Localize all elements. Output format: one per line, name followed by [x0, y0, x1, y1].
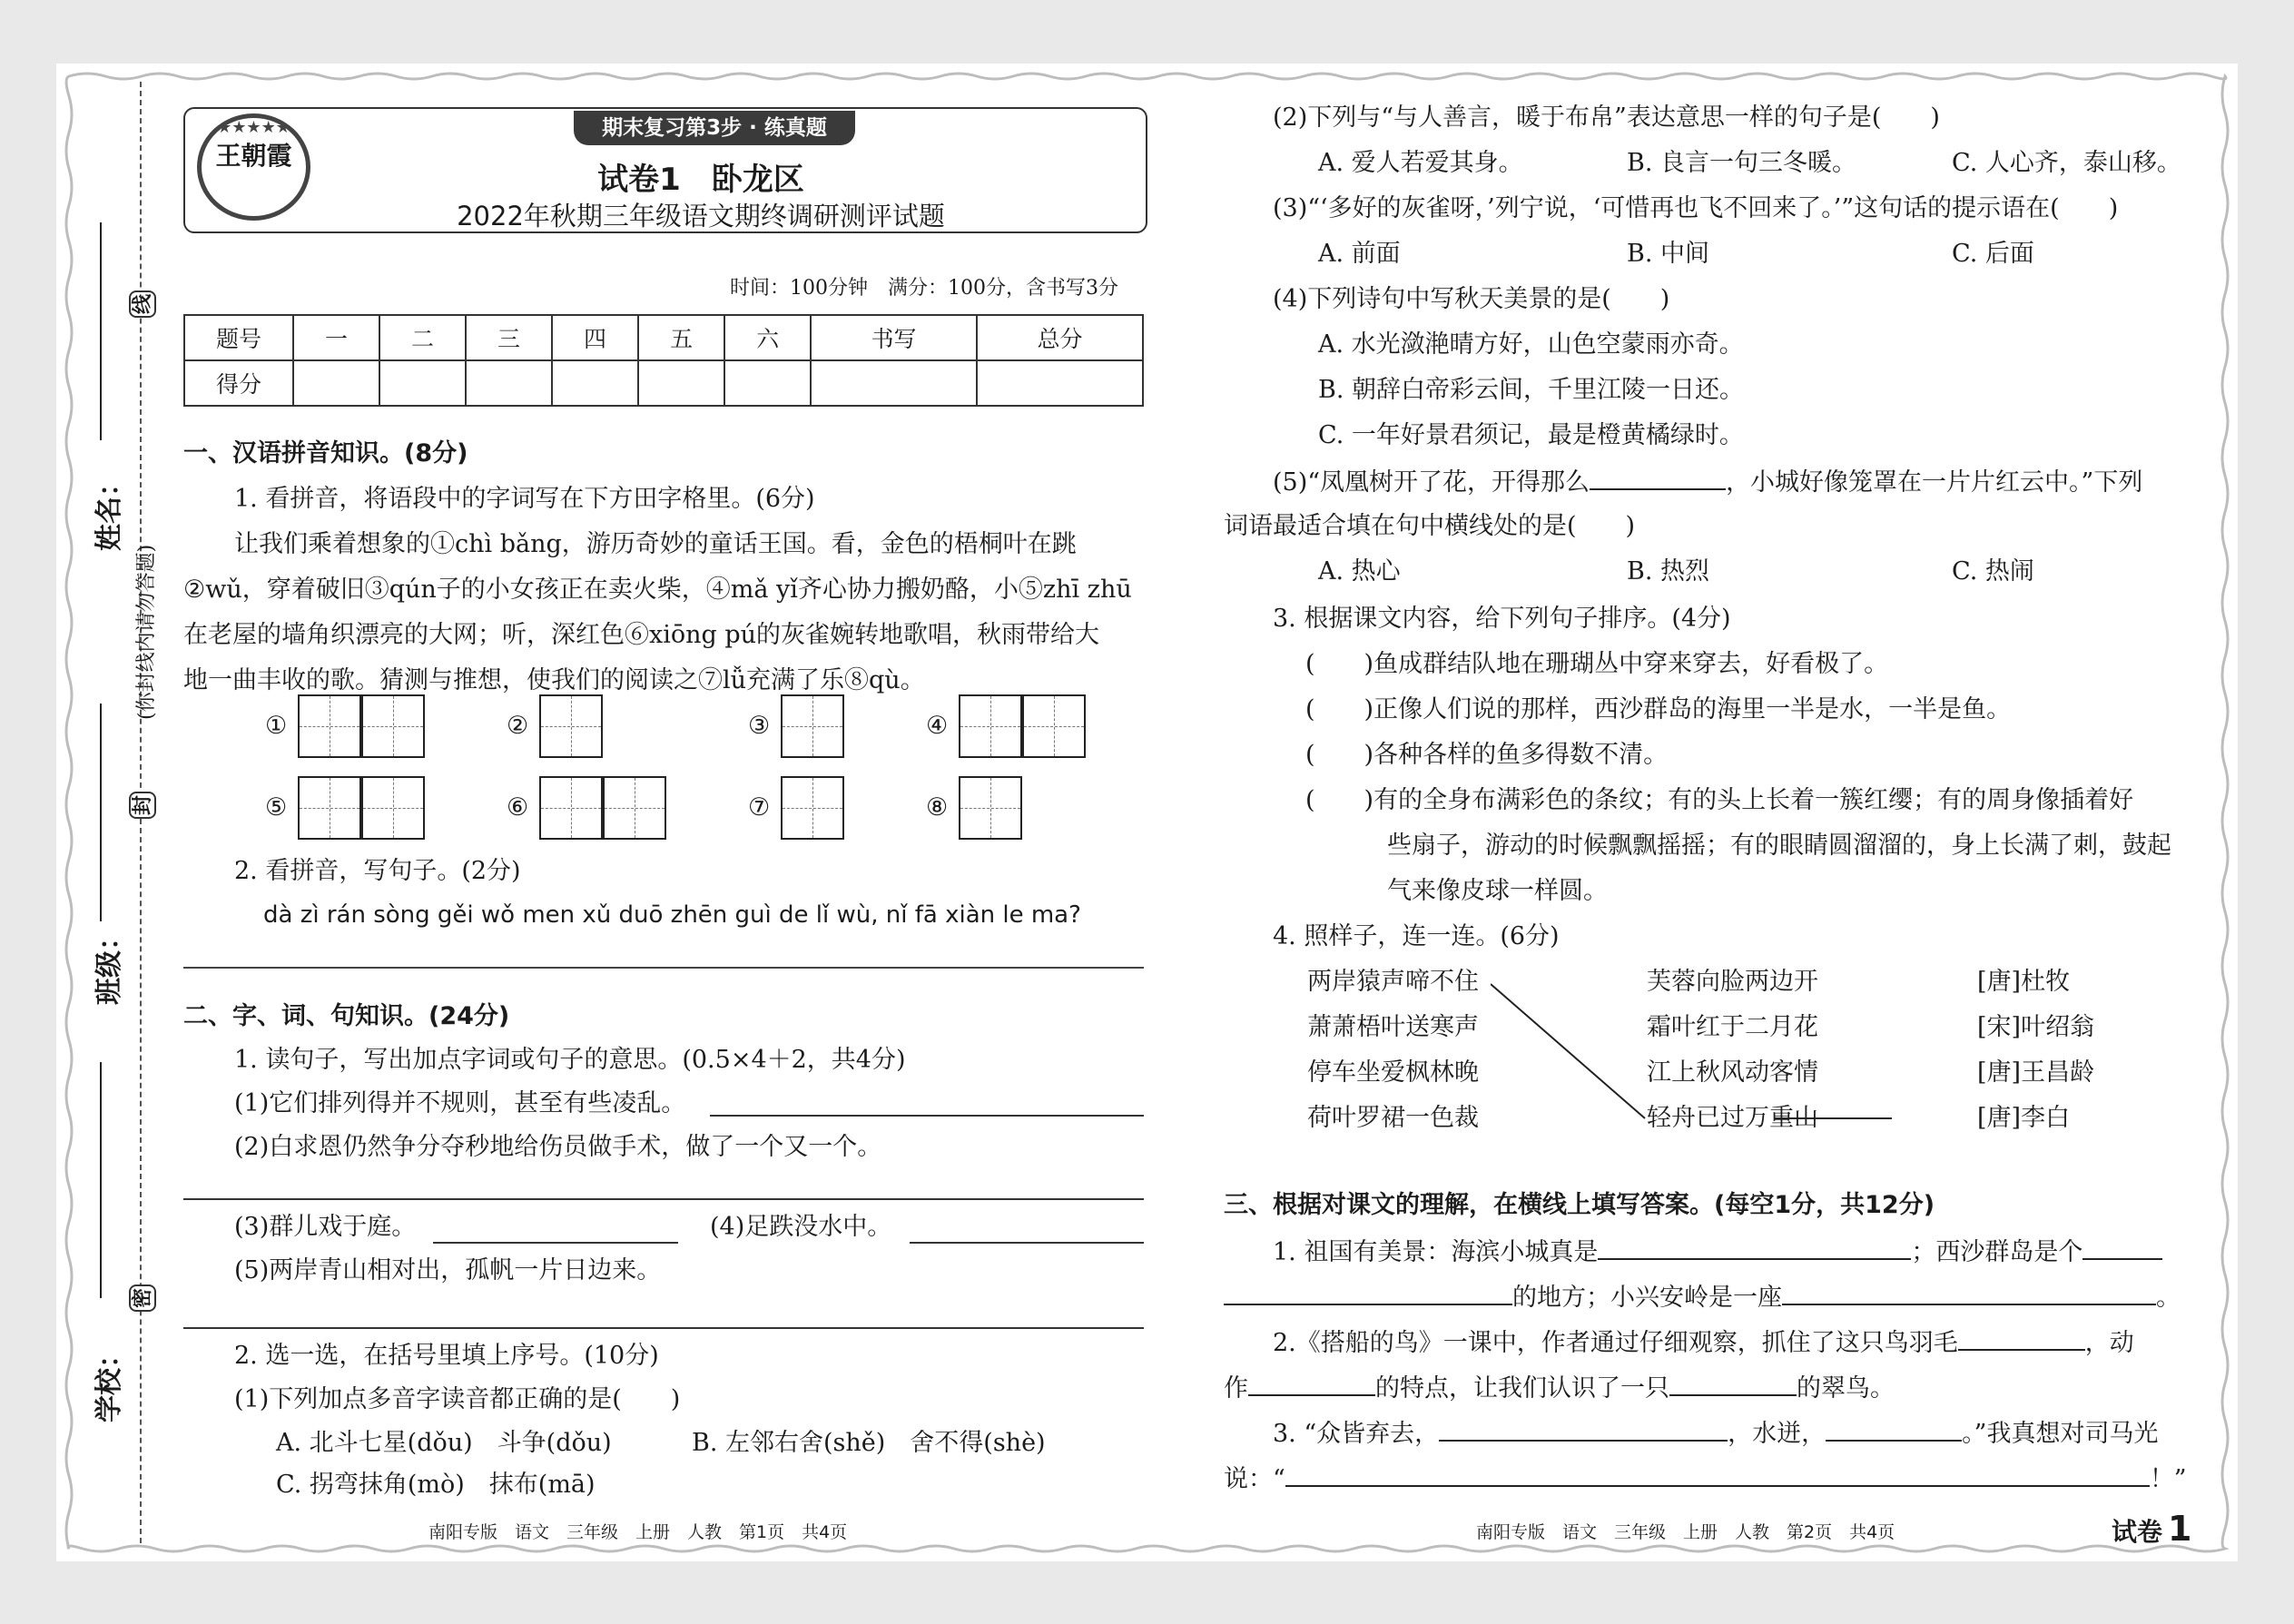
logo-text: 王朝霞 — [215, 141, 292, 171]
fill-line — [1273, 1324, 2134, 1362]
fill-text: 的翠鸟。 — [1797, 1374, 1895, 1403]
choice-option[interactable]: A. 水光潋滟晴方好，山色空蒙雨亦奇。 — [1318, 330, 1744, 359]
logo-emblem — [197, 113, 310, 221]
fill-line — [1273, 1414, 2158, 1452]
tianzi-grid-cell[interactable] — [539, 776, 603, 840]
match-middle[interactable]: 轻舟已过万重山 — [1647, 1104, 1818, 1132]
grid-label: ⑤ — [265, 793, 288, 822]
score-input[interactable] — [552, 360, 638, 406]
school-label: 学校： — [94, 1341, 125, 1422]
answer-line[interactable] — [910, 1242, 1144, 1244]
order-item[interactable]: ( )正像人们说的那样，西沙群岛的海里一半是水，一半是鱼。 — [1305, 695, 2012, 723]
choice-option[interactable]: C. 拐弯抹角(mò) 抹布(mā) — [276, 1471, 596, 1499]
score-cell: 书写 — [811, 315, 977, 360]
grid-label: ③ — [748, 712, 771, 740]
c5-text-post: ，小城好像笼罩在一片片红云中。”下列 — [1726, 468, 2143, 497]
match-left[interactable]: 荷叶罗裙一色裁 — [1307, 1104, 1479, 1132]
fill-text: ，水迸， — [1728, 1420, 1826, 1448]
fill-text: 1. 祖国有美景：海滨小城真是 — [1273, 1238, 1599, 1266]
margin-mark-feng: 封 — [129, 792, 156, 819]
s2-q1: 1. 读句子，写出加点字词或句子的意思。(0.5×4＋2，共4分) — [234, 1046, 906, 1074]
grid-label: ① — [265, 712, 288, 740]
tianzi-grid-cell[interactable] — [603, 776, 666, 840]
fill-line — [1224, 1278, 2181, 1316]
order-item[interactable]: ( )有的全身布满彩色的条纹；有的头上长着一簇红缨；有的周身像插着好 — [1305, 786, 2134, 814]
exam-subtitle: 2022年秋期三年级语文期终调研测评试题 — [457, 201, 945, 231]
match-right[interactable]: [宋]叶绍翁 — [1977, 1013, 2095, 1041]
footer-left: 南阳专版 语文 三年级 上册 人教 第1页 共4页 — [428, 1522, 848, 1542]
score-cell: 三 — [466, 315, 552, 360]
s1-passage-line: 地一曲丰收的歌。猜测与推想，使我们的阅读之⑦lǚ充满了乐⑧qù。 — [183, 666, 925, 694]
exam-sheet — [56, 64, 2238, 1561]
fill-text: 。”我真想对司马光 — [1962, 1420, 2159, 1448]
match-example-lines — [1491, 971, 1999, 1126]
score-cell: 得分 — [184, 360, 293, 406]
choice-option[interactable]: C. 人心齐，泰山移。 — [1952, 149, 2181, 177]
match-middle[interactable]: 江上秋风动客情 — [1647, 1058, 1818, 1087]
section-1-heading: 一、汉语拼音知识。(8分) — [183, 439, 468, 468]
tianzi-grid-cell[interactable] — [781, 694, 844, 758]
choice-question: (4)下列诗句中写秋天美景的是( ) — [1273, 285, 1670, 313]
fill-line — [1273, 1233, 2162, 1271]
choice-option[interactable]: C. 一年好景君须记，最是橙黄橘绿时。 — [1318, 421, 1744, 449]
fill-text: 3. “众皆弃去， — [1273, 1420, 1440, 1448]
order-item-cont: 气来像皮球一样圆。 — [1387, 877, 1608, 905]
tianzi-grid-cell[interactable] — [539, 694, 603, 758]
s2-item: (1)它们排列得并不规则，甚至有些凌乱。 — [234, 1089, 686, 1117]
choice-option[interactable]: A. 前面 — [1318, 240, 1401, 268]
class-label: 班级： — [94, 923, 125, 1005]
score-cell: 五 — [638, 315, 724, 360]
s1-q1: 1. 看拼音，将语段中的字词写在下方田字格里。(6分) — [234, 485, 815, 513]
fill-line — [1224, 1369, 1895, 1407]
s2-item: (4)足跌没水中。 — [710, 1213, 892, 1241]
tianzi-grid-cell[interactable] — [361, 694, 425, 758]
match-left[interactable]: 两岸猿声啼不住 — [1307, 968, 1479, 996]
fill-blank[interactable] — [1248, 1369, 1375, 1396]
score-table — [183, 314, 1144, 407]
class-field[interactable] — [100, 704, 102, 921]
match-middle[interactable]: 霜叶红于二月花 — [1647, 1013, 1818, 1041]
choice-option[interactable]: B. 热烈 — [1627, 557, 1710, 586]
choice-question — [1273, 463, 2142, 501]
paper-number: 1 — [2168, 1509, 2192, 1549]
answer-line[interactable] — [183, 967, 1144, 969]
choice-option[interactable]: A. 北斗七星(dǒu) 斗争(dǒu) — [276, 1429, 612, 1457]
school-field[interactable] — [100, 1062, 102, 1298]
s2-q2: 2. 选一选，在括号里填上序号。(10分) — [234, 1342, 659, 1370]
fill-text: 作 — [1224, 1374, 1248, 1403]
fill-blank[interactable] — [1224, 1278, 1512, 1305]
choice-option[interactable]: C. 后面 — [1952, 240, 2034, 268]
score-cell: 总分 — [977, 315, 1143, 360]
fill-blank[interactable] — [1285, 1460, 2150, 1487]
choice-option[interactable]: B. 良言一句三冬暖。 — [1627, 149, 1857, 177]
c5-text-pre: (5)“凤凰树开了花，开得那么 — [1273, 468, 1590, 497]
score-cell: 一 — [293, 315, 379, 360]
score-input[interactable] — [638, 360, 724, 406]
tianzi-grid-cell[interactable] — [1022, 694, 1086, 758]
score-input[interactable] — [379, 360, 466, 406]
choice-question: (3)“‘多好的灰雀呀，’列宁说，‘可惜再也飞不回来了。’”这句话的提示语在( ) — [1273, 194, 2119, 222]
fill-text: ！” — [2149, 1465, 2187, 1493]
score-input[interactable] — [466, 360, 552, 406]
margin-note: (你封线内请勿答题) — [135, 544, 158, 720]
score-table-header-row — [184, 315, 1143, 360]
score-input[interactable] — [811, 360, 977, 406]
order-item[interactable]: ( )鱼成群结队地在珊瑚丛中穿来穿去，好看极了。 — [1305, 650, 1889, 678]
score-cell: 六 — [724, 315, 811, 360]
s1-passage-line: 让我们乘着想象的①chì bǎng，游历奇妙的童话王国。看，金色的梧桐叶在跳 — [234, 530, 1077, 558]
match-left[interactable]: 停车坐爱枫林晚 — [1307, 1058, 1479, 1087]
fill-text: 的特点，让我们认识了一只 — [1375, 1374, 1669, 1403]
fill-blank[interactable] — [1439, 1414, 1728, 1442]
choice-option[interactable]: B. 朝辞白帝彩云间，千里江陵一日还。 — [1318, 376, 1745, 404]
footer-right: 南阳专版 语文 三年级 上册 人教 第2页 共4页 — [1476, 1522, 1895, 1542]
choice-option[interactable]: C. 热闹 — [1952, 557, 2034, 586]
grid-label: ② — [507, 712, 529, 740]
score-cell: 四 — [552, 315, 638, 360]
order-item-cont: 些扇子，游动的时候飘飘摇摇；有的眼睛圆溜溜的，身上长满了刺，鼓起 — [1387, 832, 2171, 860]
fill-text: 的地方；小兴安岭是一座 — [1512, 1284, 1782, 1312]
section-3-heading: 三、根据对课文的理解，在横线上填写答案。(每空1分，共12分) — [1224, 1191, 1935, 1219]
choice-question: (2)下列与“与人善言，暖于布帛”表达意思一样的句子是( ) — [1273, 103, 1940, 132]
fill-blank[interactable] — [2082, 1233, 2162, 1260]
s1-q2: 2. 看拼音，写句子。(2分) — [234, 857, 521, 885]
fill-blank[interactable] — [1590, 463, 1726, 490]
section-2-heading: 二、字、词、句知识。(24分) — [183, 1002, 510, 1030]
name-label: 姓名： — [94, 469, 125, 551]
match-right[interactable]: [唐]王昌龄 — [1977, 1058, 2095, 1087]
choice-question: (1)下列加点多音字读音都正确的是( ) — [234, 1385, 681, 1413]
grid-label: ⑧ — [926, 793, 949, 822]
margin-mark-mi: 密 — [129, 1284, 156, 1312]
fill-text: 说：“ — [1224, 1465, 1285, 1493]
match-right[interactable]: [唐]杜牧 — [1977, 968, 2071, 996]
s1-passage-line: 在老屋的墙角织漂亮的大网；听，深红色⑥xiōng pú的灰雀婉转地歌唱，秋雨带给大 — [183, 621, 1100, 649]
time-info: 时间：100分钟 满分：100分，含书写3分 — [730, 277, 1118, 300]
logo-star-icon: ★★★★★ — [217, 118, 290, 137]
score-table-score-row — [184, 360, 1143, 406]
s1-q2-pinyin: dà zì rán sòng gěi wǒ men xǔ duō zhēn guì de lǐ wù, nǐ fā xiàn le ma? — [263, 901, 1081, 929]
score-input[interactable] — [724, 360, 811, 406]
tianzi-grid-cell[interactable] — [298, 694, 361, 758]
choice-option[interactable]: A. 爱人若爱其身。 — [1318, 149, 1523, 177]
s1-passage-line: ②wǔ，穿着破旧③qún子的小女孩正在卖火柴，④mǎ yǐ齐心协力搬奶酪，小⑤zhī zhū — [183, 576, 1132, 604]
choice-option[interactable]: B. 左邻右舍(shě) 舍不得(shè) — [692, 1429, 1046, 1457]
order-item[interactable]: ( )各种各样的鱼多得数不清。 — [1305, 741, 1669, 769]
grid-label: ④ — [926, 712, 949, 740]
grid-label: ⑥ — [507, 793, 529, 822]
answer-line[interactable] — [433, 1242, 678, 1244]
paper-label — [2112, 1509, 2191, 1549]
fill-line — [1224, 1460, 2187, 1498]
s2-item: (3)群儿戏于庭。 — [234, 1213, 417, 1241]
score-cell: 二 — [379, 315, 466, 360]
score-input[interactable] — [293, 360, 379, 406]
tianzi-grid-cell[interactable] — [781, 776, 844, 840]
match-middle[interactable]: 芙蓉向脸两边开 — [1647, 968, 1818, 996]
fill-blank[interactable] — [1669, 1369, 1797, 1396]
s2-q4: 4. 照样子，连一连。(6分) — [1273, 922, 1560, 950]
choice-option[interactable]: B. 中间 — [1627, 240, 1710, 268]
grid-label: ⑦ — [748, 793, 771, 822]
match-right[interactable]: [唐]李白 — [1977, 1104, 2071, 1132]
score-cell: 题号 — [184, 315, 293, 360]
choice-question-cont: 词语最适合填在句中横线处的是( ) — [1224, 512, 1636, 540]
fill-text: ；西沙群岛是个 — [1911, 1238, 2083, 1266]
fill-blank[interactable] — [1782, 1278, 2156, 1305]
score-input[interactable] — [977, 360, 1143, 406]
fill-blank[interactable] — [1598, 1233, 1911, 1260]
fill-text: ，动 — [2084, 1329, 2134, 1357]
fill-blank[interactable] — [1958, 1324, 2085, 1351]
stage-banner: 期末复习第3步 · 练真题 — [574, 111, 855, 145]
paper-label-text: 试卷 — [2112, 1517, 2163, 1547]
tianzi-grid-cell[interactable] — [959, 776, 1022, 840]
s2-item: (5)两岸青山相对出，孤帆一片日边来。 — [234, 1256, 662, 1284]
s2-item: (2)白求恩仍然争分夺秒地给伤员做手术，做了一个又一个。 — [234, 1133, 882, 1161]
tianzi-grid-cell[interactable] — [959, 694, 1022, 758]
choice-option[interactable]: A. 热心 — [1318, 557, 1401, 586]
margin-mark-xian: 线 — [129, 290, 156, 318]
tianzi-grid-cell[interactable] — [298, 776, 361, 840]
name-field[interactable] — [100, 222, 102, 440]
fill-text: 。 — [2156, 1284, 2181, 1312]
s2-q3: 3. 根据课文内容，给下列句子排序。(4分) — [1273, 605, 1731, 633]
answer-line[interactable] — [183, 1198, 1144, 1200]
exam-title: 试卷1 卧龙区 — [597, 162, 804, 198]
answer-line[interactable] — [710, 1115, 1144, 1117]
answer-line[interactable] — [183, 1327, 1144, 1329]
fill-text: 2.《搭船的鸟》一课中，作者通过仔细观察，抓住了这只鸟羽毛 — [1273, 1329, 1958, 1357]
tianzi-grid-cell[interactable] — [361, 776, 425, 840]
match-left[interactable]: 萧萧梧叶送寒声 — [1307, 1013, 1479, 1041]
fill-blank[interactable] — [1826, 1414, 1962, 1442]
